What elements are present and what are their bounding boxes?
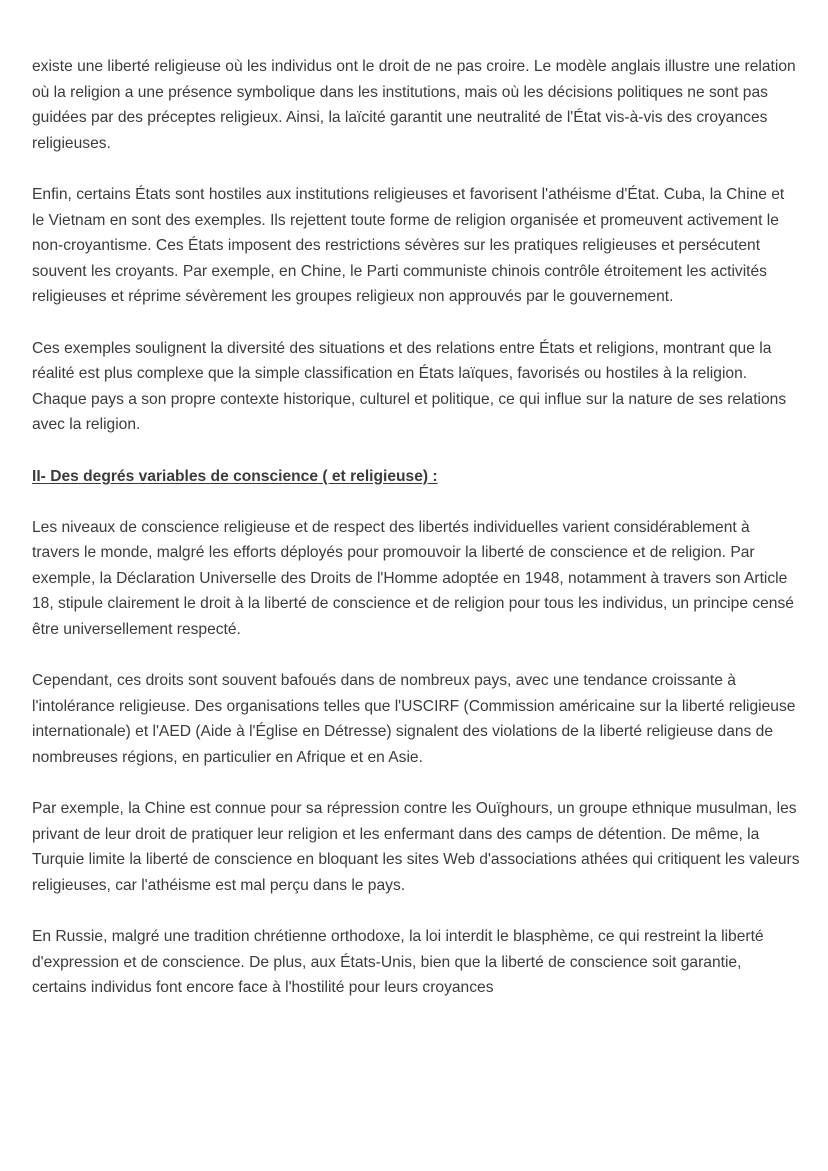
paragraph-violations: Cependant, ces droits sont souvent bafoués dans de nombreux pays, avec une tendance croissante à l'intolérance religieuse. Des organisations telles que l'USCIRF (Commission américaine sur la liberté religieuse internationale) et l'AED (Aide à l'Église en Détresse) signalent des violations de la liberté religieuse dans de nombreuses régions, en particulier en Afrique et en Asie. bbox=[32, 672, 796, 767]
paragraph-russia-usa: En Russie, malgré une tradition chrétienne orthodoxe, la loi interdit le blasphème, ce qui restreint la liberté d'expression et de conscience. De plus, aux États-Unis, bien que la liberté de conscience soit garantie, certains individus font encore face à l'hostilité pour leurs croyances bbox=[32, 928, 764, 997]
paragraph-hostile-states: Enfin, certains États sont hostiles aux institutions religieuses et favorisent l'athéisme d'État. Cuba, la Chine et le Vietnam en sont des exemples. Ils rejettent toute forme de religion organisée et promeuvent activement le non-croyantisme. Ces États imposent des restrictions sévères sur les pratiques religieuses et persécutent souvent les croyants. Par exemple, en Chine, le Parti communiste chinois contrôle étroitement les activités religieuses et réprime sévèrement les groupes religieux non approuvés par le gouvernement. bbox=[32, 185, 785, 306]
paragraph-laicite: existe une liberté religieuse où les individus ont le droit de ne pas croire. Le modèle anglais illustre une relation où la religion a une présence symbolique dans les institutions, mais où les décisions politiques ne sont pas guidées par des préceptes religieux. Ainsi, la laïcité garantit une neutralité de l'État vis-à-vis des croyances religieuses. bbox=[32, 58, 796, 152]
section-heading: II- Des degrés variables de conscience ( et religieuse) : bbox=[32, 467, 438, 485]
paragraph-china-turkey: Par exemple, la Chine est connue pour sa répression contre les Ouïghours, un groupe ethnique musulman, les privant de leur droit de pratiquer leur religion et les enfermant dans des camps de détention. De même, la Turquie limite la liberté de conscience en bloquant les sites Web d'associations athées qui critiquent les valeurs religieuses, car l'athéisme est mal perçu dans le pays. bbox=[32, 800, 800, 894]
paragraph-consciousness-levels: Les niveaux de conscience religieuse et de respect des libertés individuelles varient considérablement à travers le monde, malgré les efforts déployés pour promouvoir la liberté de conscience et de religion. Par exemple, la Déclaration Universelle des Droits de l'Homme adoptée en 1948, notamment à travers son Article 18, stipule clairement le droit à la liberté de conscience et de religion pour tous les individus, un principe censé être universellement respecté. bbox=[32, 518, 794, 639]
paragraph-diversity: Ces exemples soulignent la diversité des situations et des relations entre États et religions, montrant que la réalité est plus complexe que la simple classification en États laïques, favorisés ou hostiles à la religion. Chaque pays a son propre contexte historique, culturel et politique, ce qui influe sur la nature de ses relations avec la religion. bbox=[32, 339, 787, 434]
